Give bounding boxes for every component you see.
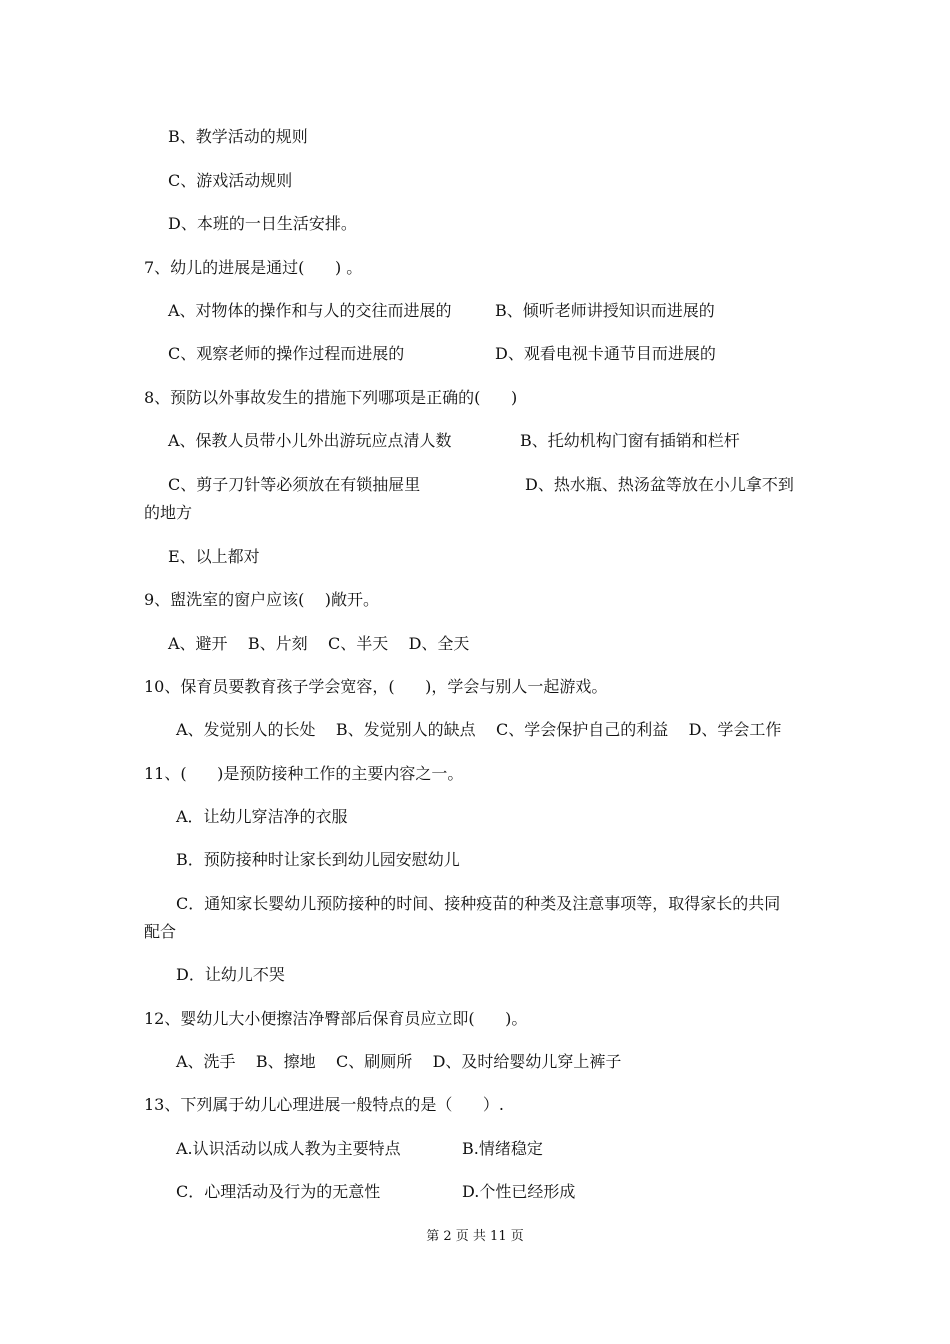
question-9: 9、盥洗室的窗户应该( )敞开。 (144, 590, 380, 609)
question-12: 12、婴幼儿大小便擦洁净臀部后保育员应立即( )。 (144, 1009, 528, 1028)
option-13d: D.个性已经形成 (462, 1182, 576, 1201)
option-11c: C．通知家长婴幼儿预防接种的时间、接种疫苗的种类及注意事项等，取得家长的共同 (176, 894, 781, 913)
option-7a: A、对物体的操作和与人的交往而进展的 (168, 301, 452, 320)
option-6c: C、游戏活动规则 (168, 171, 293, 190)
option-6b: B、教学活动的规则 (168, 127, 308, 146)
options-12: A、洗手 B、擦地 C、刷厕所 D、及时给婴幼儿穿上裤子 (176, 1052, 622, 1071)
option-8d: D、热水瓶、热汤盆等放在小儿拿不到 (525, 475, 794, 494)
option-8c: C、剪子刀针等必须放在有锁抽屉里 (168, 475, 421, 494)
question-13: 13、下列属于幼儿心理进展一般特点的是（ ）. (144, 1095, 504, 1114)
option-7b: B、倾听老师讲授知识而进展的 (495, 301, 715, 320)
option-8b: B、托幼机构门窗有插销和栏杆 (520, 431, 740, 450)
page-number: 第 2 页 共 11 页 (426, 1229, 524, 1244)
option-7d: D、观看电视卡通节目而进展的 (495, 344, 716, 363)
option-11d: D．让幼儿不哭 (176, 965, 285, 984)
option-11c-continued: 配合 (144, 922, 177, 941)
option-8e: E、以上都对 (168, 547, 260, 566)
option-8a: A、保教人员带小儿外出游玩应点清人数 (168, 431, 452, 450)
option-11b: B．预防接种时让家长到幼儿园安慰幼儿 (176, 850, 460, 869)
option-13b: B.情绪稳定 (462, 1139, 543, 1158)
question-7: 7、幼儿的进展是通过( ) 。 (144, 258, 363, 277)
options-10: A、发觉别人的长处 B、发觉别人的缺点 C、学会保护自己的利益 D、学会工作 (176, 720, 782, 739)
option-6d: D、本班的一日生活安排。 (168, 214, 357, 233)
option-13a: A.认识活动以成人教为主要特点 (176, 1139, 401, 1158)
options-9: A、避开 B、片刻 C、半天 D、全天 (168, 634, 470, 653)
option-13c: C．心理活动及行为的无意性 (176, 1182, 381, 1201)
question-10: 10、保育员要教育孩子学会宽容，( )，学会与别人一起游戏。 (144, 677, 608, 696)
question-11: 11、( )是预防接种工作的主要内容之一。 (144, 764, 464, 783)
option-11a: A．让幼儿穿洁净的衣服 (176, 807, 348, 826)
option-8d-continued: 的地方 (144, 503, 193, 522)
question-8: 8、预防以外事故发生的措施下列哪项是正确的( ) (144, 388, 518, 407)
option-7c: C、观察老师的操作过程而进展的 (168, 344, 405, 363)
